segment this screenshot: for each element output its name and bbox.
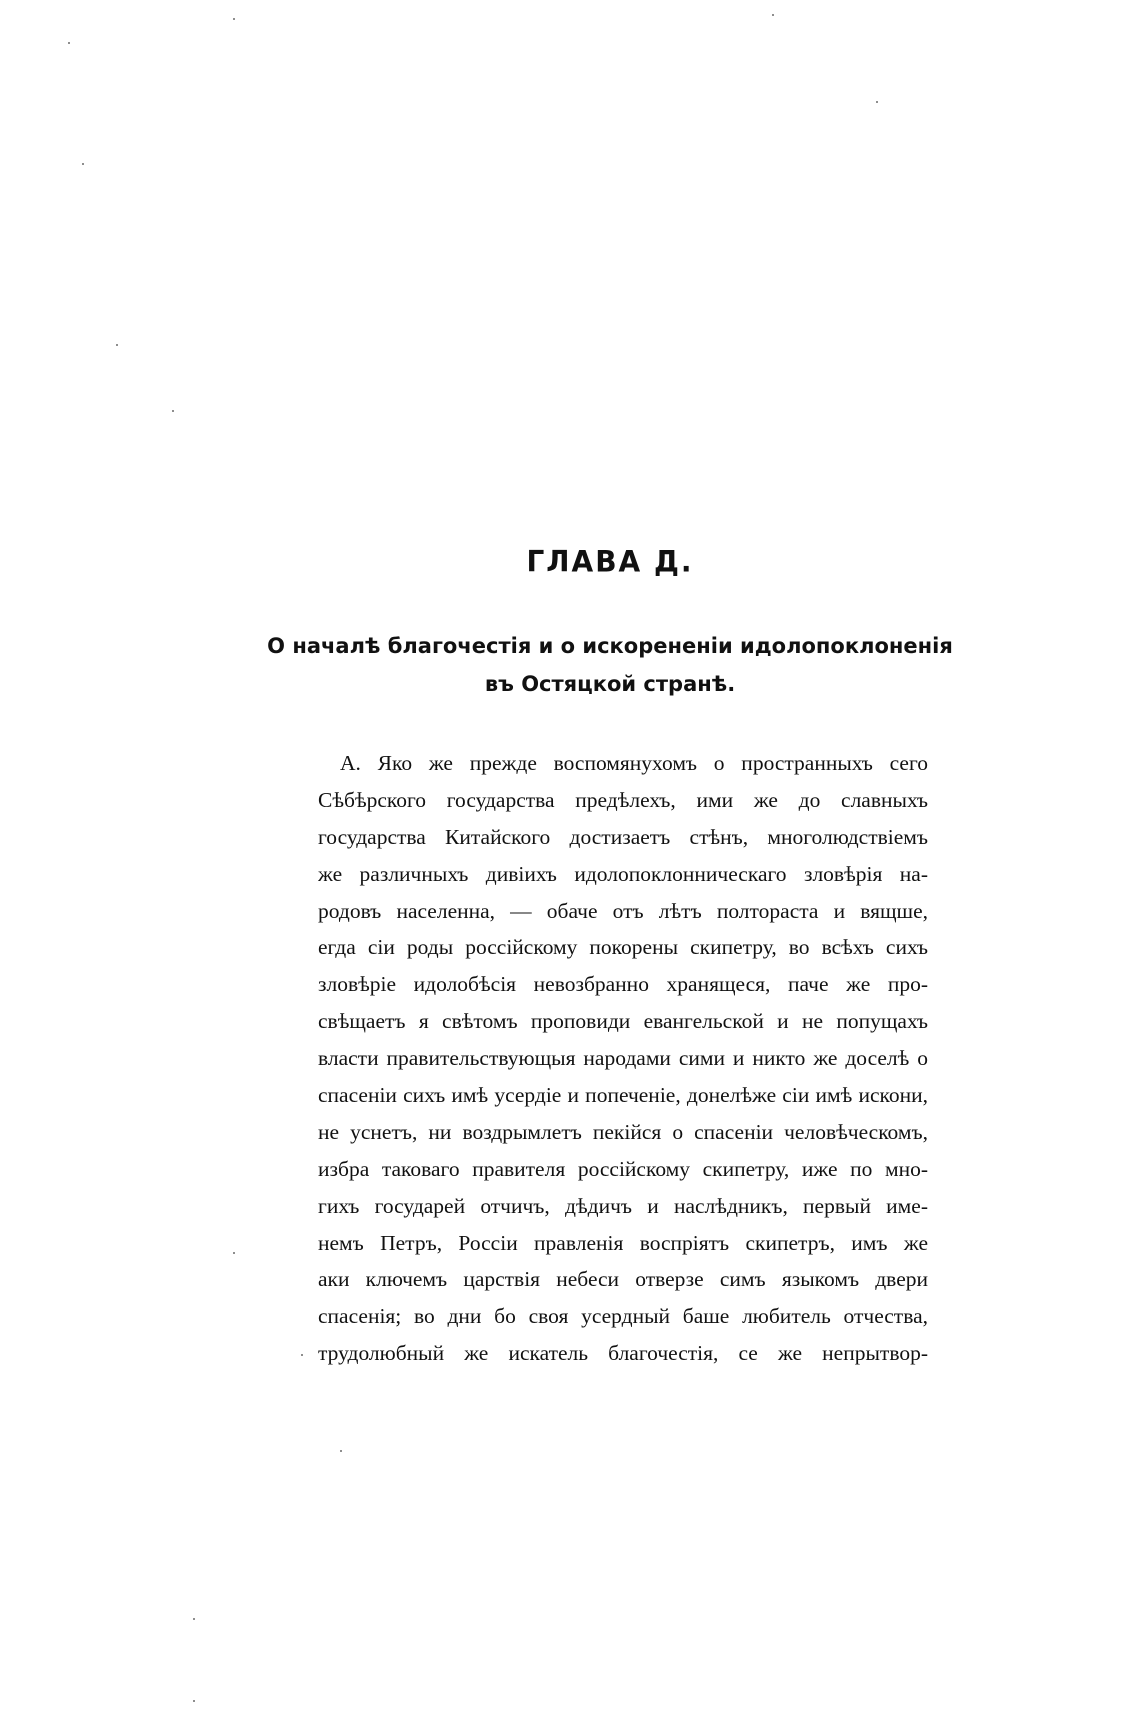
chapter-title-line: О началѣ благочестія и о искорененіи идолопоклоненія bbox=[267, 634, 953, 658]
text-line: спасенія; во дни бо своя усердный баше любитель отчества, bbox=[318, 1304, 928, 1329]
scan-speck bbox=[876, 101, 878, 103]
text-line: егда сіи роды россійскому покорены скипетру, во всѣхъ сихъ bbox=[318, 935, 928, 960]
text-line: государства Китайского достизаетъ стѣнъ, многолюдствіемъ bbox=[318, 824, 928, 849]
chapter-title-line: въ Остяцкой странѣ. bbox=[484, 672, 736, 696]
text-line: зловѣріе идолобѣсія невозбранно хранящеся, паче же про- bbox=[318, 972, 928, 997]
scan-speck bbox=[172, 410, 174, 412]
text-line: родовъ населенна, — обаче отъ лѣтъ полтораста и вящше, bbox=[318, 898, 928, 923]
scan-speck bbox=[193, 1618, 195, 1620]
body-paragraph bbox=[318, 745, 928, 1372]
chapter-heading: ГЛАВА Д. bbox=[526, 544, 694, 579]
text-line: аки ключемъ царствія небеси отверзе симъ языкомъ двери bbox=[318, 1267, 928, 1292]
text-line: гихъ государей отчичъ, дѣдичъ и наслѣдникъ, первый име- bbox=[318, 1193, 928, 1218]
chapter-title bbox=[40, 627, 1140, 703]
scan-speck bbox=[772, 14, 774, 16]
scan-speck bbox=[233, 18, 235, 20]
text-line: А. Яко же прежде воспомянухомъ о пространныхъ сего bbox=[340, 751, 928, 775]
scan-speck bbox=[340, 1450, 342, 1452]
scan-speck bbox=[82, 163, 84, 165]
text-line: немъ Петръ, Россіи правленія воспріятъ скипетръ, имъ же bbox=[318, 1230, 928, 1255]
text-line: же различныхъ дивіихъ идолопоклонническаго зловѣрія на- bbox=[318, 861, 928, 886]
scan-speck bbox=[116, 344, 118, 346]
scan-speck bbox=[193, 1700, 195, 1702]
text-line: Сѣбѣрского государства предѣлехъ, ими же до славныхъ bbox=[318, 787, 928, 812]
text-line: свѣщаетъ я свѣтомъ проповиди евангельской и не попущахъ bbox=[318, 1009, 928, 1034]
text-line: власти правительствующыя народами сими и никто же доселѣ о bbox=[318, 1046, 928, 1071]
text-line: не уснетъ, ни воздрымлетъ пекійся о спасеніи человѣческомъ, bbox=[318, 1119, 928, 1144]
text-line: трудолюбный же искатель благочестія, се же непрытвор- bbox=[318, 1341, 928, 1366]
text-line: спасеніи сихъ имѣ усердіе и попеченіе, донелѣже сіи имѣ искони, bbox=[318, 1083, 928, 1108]
scan-speck bbox=[68, 42, 70, 44]
scan-speck bbox=[233, 1252, 235, 1254]
scan-speck bbox=[301, 1354, 303, 1356]
text-line: избра таковаго правителя россійскому скипетру, иже по мно- bbox=[318, 1156, 928, 1181]
